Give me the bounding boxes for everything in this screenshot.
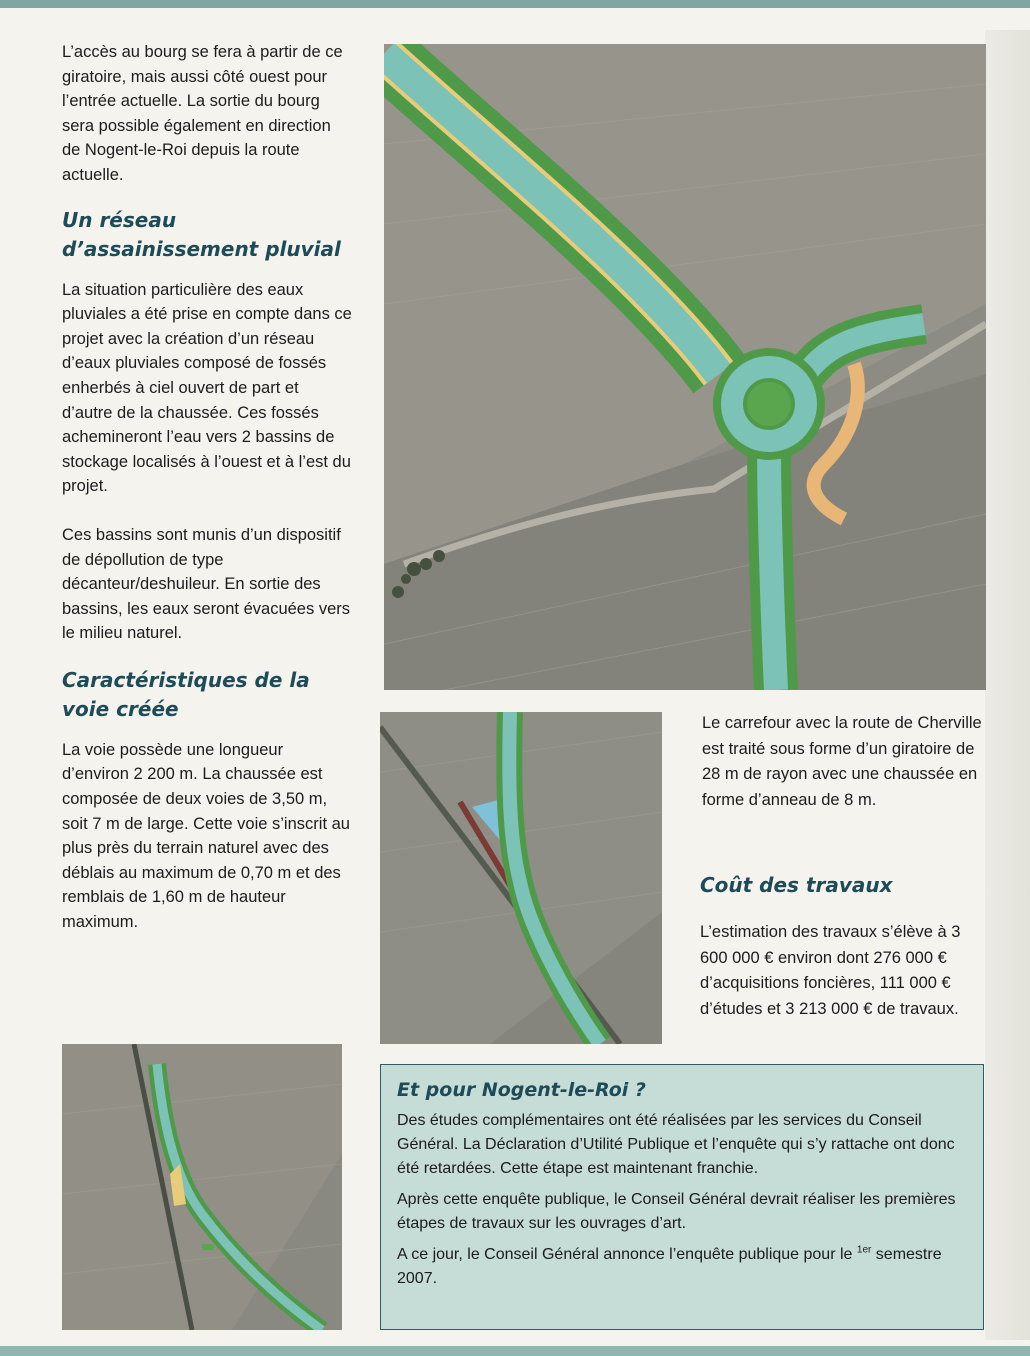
info-box-p3-end: semestre 2007. bbox=[397, 1246, 942, 1287]
info-box-title: Et pour Nogent-le-Roi ? bbox=[397, 1079, 646, 1101]
info-box-p3-text: A ce jour, le Conseil Général annonce l’enquête publique pour le bbox=[397, 1246, 853, 1263]
bottom-color-bar bbox=[0, 1346, 1030, 1356]
info-box-paragraph-3 bbox=[397, 1243, 967, 1291]
cout-paragraph: L’estimation des travaux s’élève à 3 600 000 € environ dont 276 000 € d’acquisitions foncières, 111 000 € d’études et 3 213 000 € de travaux. bbox=[700, 923, 961, 1018]
info-box-p3-sup: 1er bbox=[856, 1244, 872, 1256]
adjacent-page-bleed bbox=[985, 30, 1030, 1340]
top-color-bar bbox=[0, 0, 1030, 8]
left-text-column bbox=[62, 40, 352, 935]
info-box-paragraph-2: Après cette enquête publique, le Conseil Général devrait réaliser les premières étapes de travaux sur les ouvrages d’art. bbox=[397, 1191, 956, 1232]
assainissement-paragraph-1: La situation particulière des eaux pluviales a été prise en compte dans ce projet avec la création d’un réseau d’eaux pluviales composé de fossés enherbés à ciel ouvert de part et d’autre de la chaussée. Ces fossés achemineront l’eau vers 2 bassins de stockage localisés à l’ouest et à l’est du projet. bbox=[62, 280, 352, 496]
intro-paragraph: L’accès au bourg se fera à partir de ce giratoire, mais aussi côté ouest pour l’entrée actuelle. La sortie du bourg sera possible également en direction de Nogent-le-Roi depuis la route actuelle. bbox=[62, 43, 343, 184]
info-box-paragraph-1: Des études complémentaires ont été réalisées par les services du Conseil Général. La Déclaration d’Utilité Publique et l’enquête qui s’y rattache ont donc été retardées. Cette étape est maintenant franchie. bbox=[397, 1112, 955, 1177]
heading-caracteristiques: Caractéristiques de la voie créée bbox=[62, 667, 310, 721]
caracteristiques-paragraph: La voie possède une longueur d’environ 2 200 m. La chaussée est composée de deux voies de 3,50 m, soit 7 m de large. Cette voie s’inscrit au plus près du terrain naturel avec des déblais au maximum de 0,70 m et des remblais de 1,60 m de hauteur maximum. bbox=[62, 740, 350, 932]
heading-assainissement: Un réseau d’assainissement pluvial bbox=[62, 207, 341, 261]
heading-cout-travaux: Coût des travaux bbox=[700, 873, 893, 897]
aerial-photo-road-south bbox=[62, 1044, 342, 1330]
roundabout-caption: Le carrefour avec la route de Cherville est traité sous forme d’un giratoire de 28 m de rayon avec une chaussée en forme d’anneau de 8 m. bbox=[702, 714, 982, 809]
assainissement-paragraph-2: Ces bassins sont munis d’un dispositif de dépollution de type décanteur/deshuileur. En sortie des bassins, les eaux seront évacuées vers le milieu naturel. bbox=[62, 525, 350, 643]
nogent-info-box bbox=[380, 1064, 984, 1330]
aerial-photo-roundabout bbox=[384, 44, 986, 690]
aerial-photo-junction bbox=[380, 712, 662, 1044]
